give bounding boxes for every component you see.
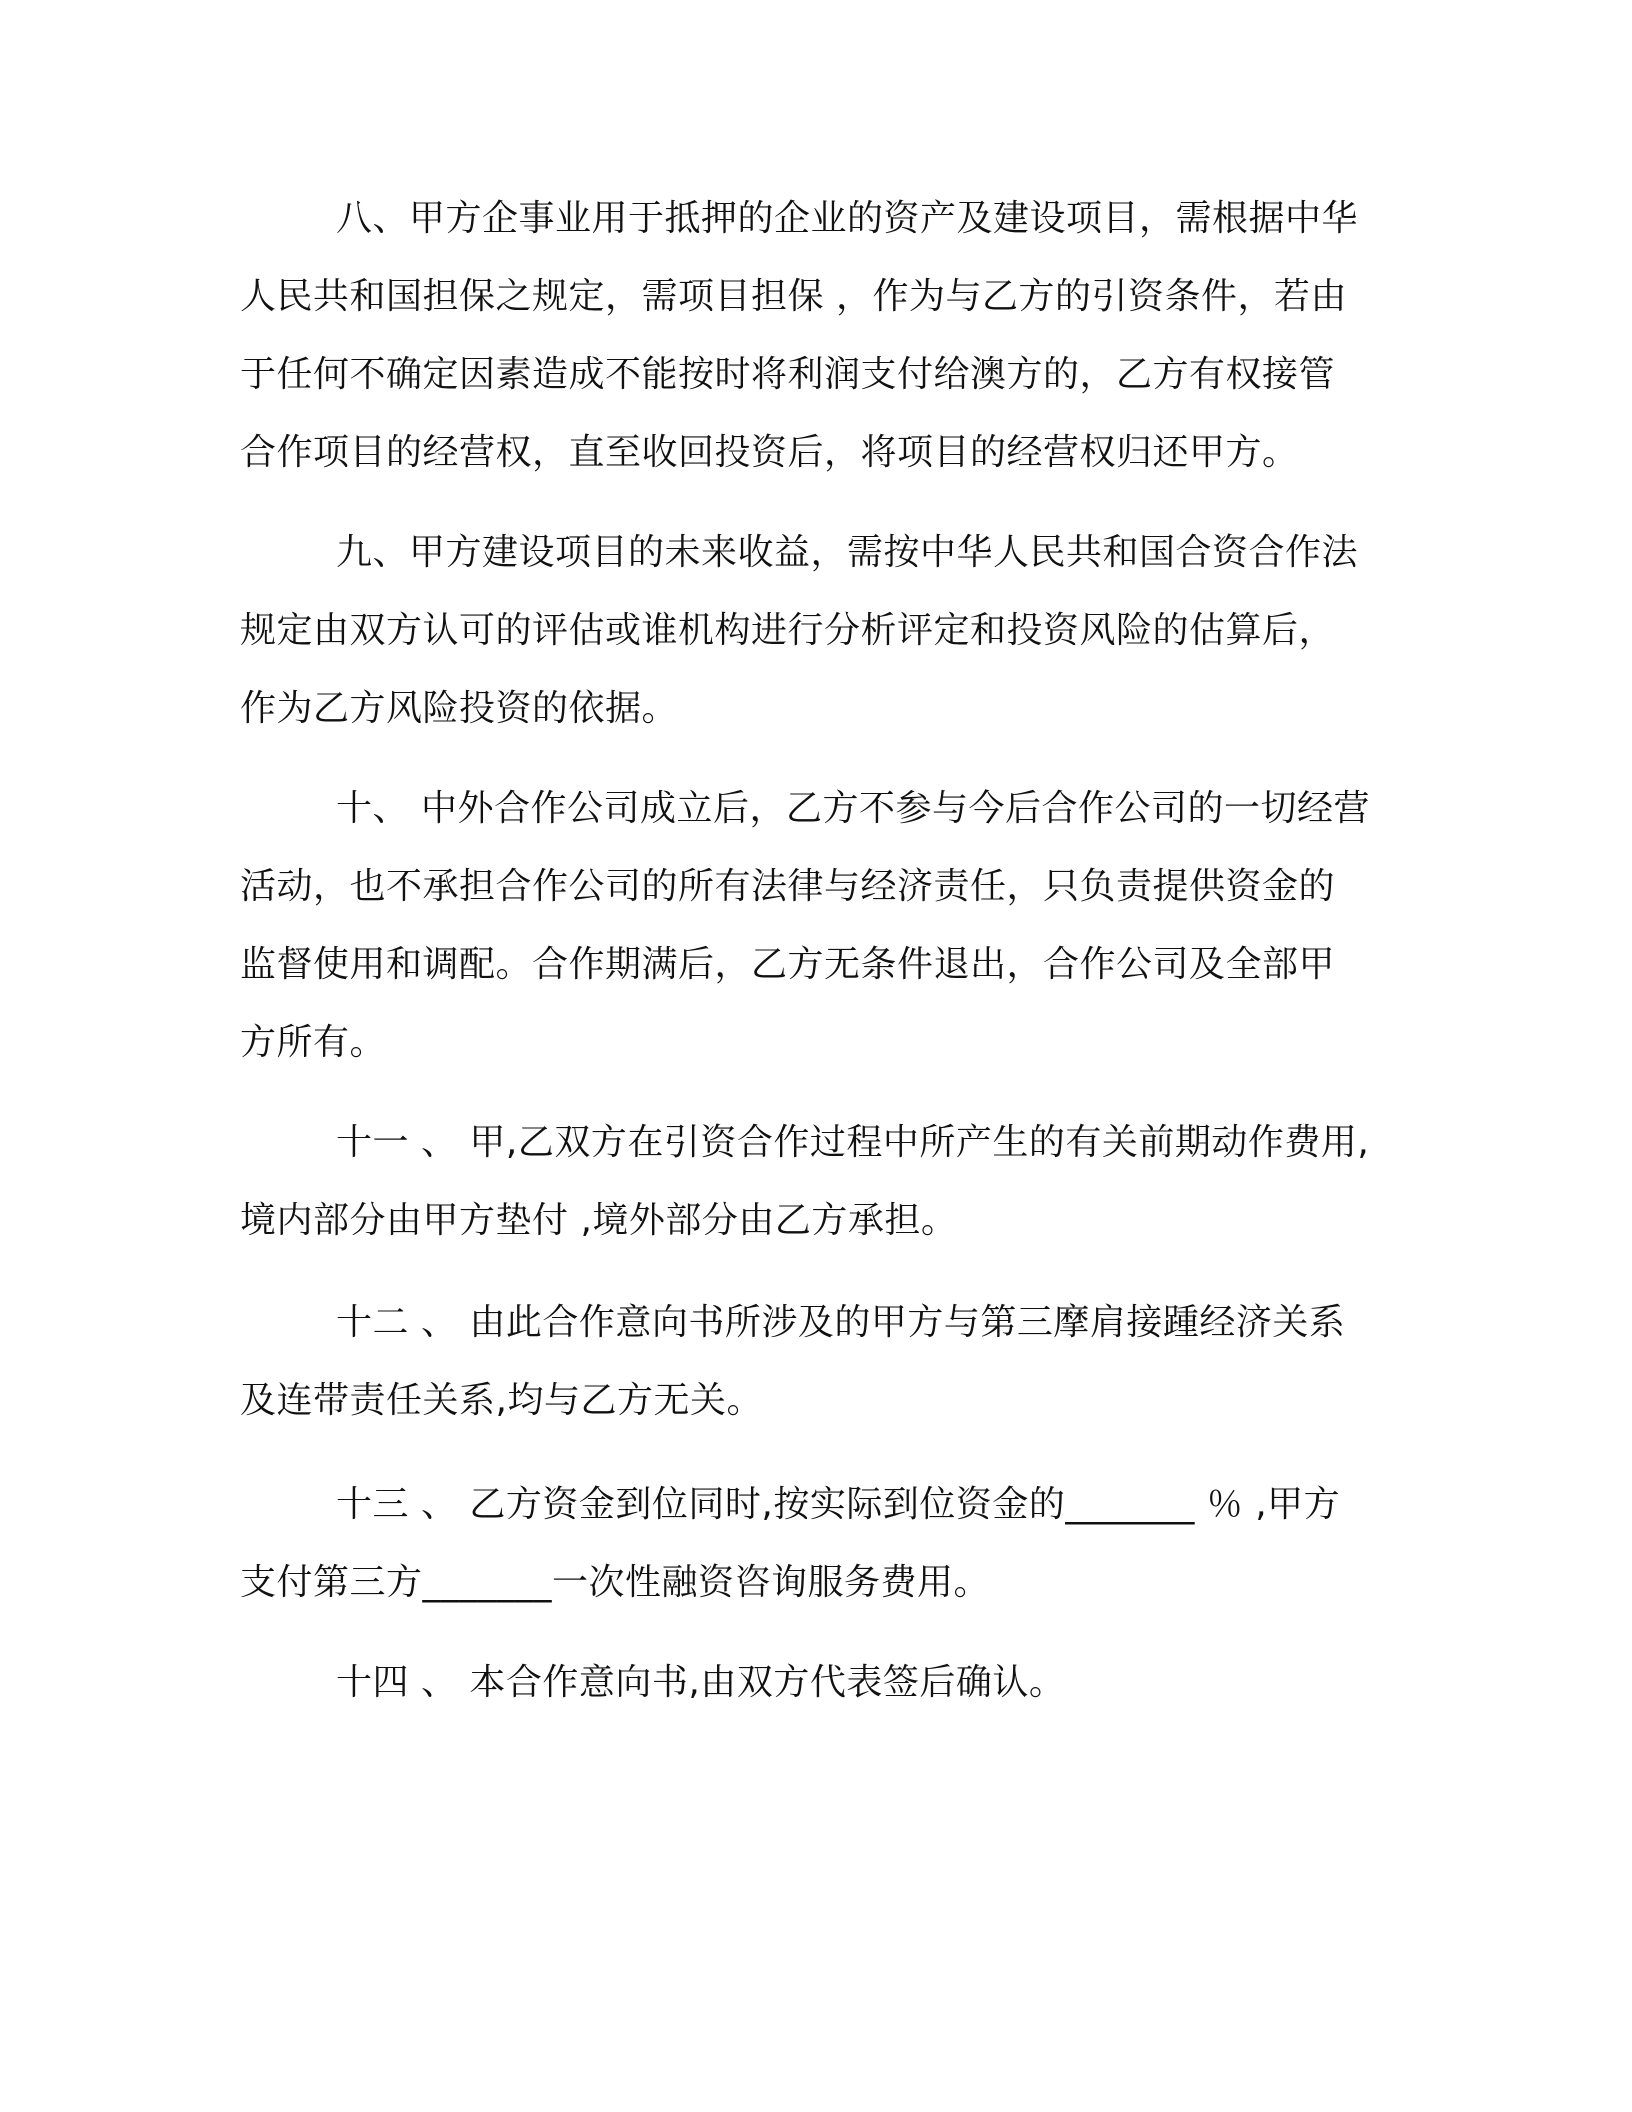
clause-10-line-1: 十、 中外合作公司成立后，乙方不参与今后合作公司的一切经营 <box>336 788 1370 829</box>
clause-14-line-1: 十四 、 本合作意向书,由双方代表签后确认。 <box>336 1662 1066 1703</box>
clause-8-line-3: 于任何不确定因素造成不能按时将利润支付给澳方的，乙方有权接管 <box>240 354 1336 395</box>
clause-11-line-1: 十一 、 甲,乙双方在引资合作过程中所产生的有关前期动作费用, <box>336 1122 1370 1163</box>
clause-9-line-3: 作为乙方风险投资的依据。 <box>240 688 679 729</box>
clause-8-line-2: 人民共和国担保之规定，需项目担保 ，作为与乙方的引资条件，若由 <box>240 276 1347 317</box>
clause-12-line-1: 十二 、 由此合作意向书所涉及的甲方与第三摩肩接踵经济关系 <box>336 1302 1346 1343</box>
clause-9-line-2: 规定由双方认可的评估或谁机构进行分析评定和投资风险的估算后， <box>240 610 1336 651</box>
clause-8 <box>240 180 1390 492</box>
clause-11 <box>240 1104 1390 1260</box>
clause-10-line-2: 活动，也不承担合作公司的所有法律与经济责任，只负责提供资金的 <box>240 866 1336 907</box>
clause-10-line-3: 监督使用和调配。合作期满后，乙方无条件退出，合作公司及全部甲 <box>240 944 1336 985</box>
clause-9 <box>240 514 1390 748</box>
clause-9-line-1: 九、甲方建设项目的未来收益，需按中华人民共和国合资合作法 <box>336 532 1359 573</box>
clause-12 <box>240 1284 1390 1440</box>
clause-10 <box>240 770 1390 1082</box>
clause-13 <box>240 1466 1390 1622</box>
clause-13-line-1: 十三 、 乙方资金到位同时,按实际到位资金的_______ ％ ,甲方 <box>336 1484 1341 1525</box>
clause-11-line-2: 境内部分由甲方垫付 ,境外部分由乙方承担。 <box>240 1200 958 1241</box>
clause-13-line-2: 支付第三方_______一次性融资咨询服务费用。 <box>240 1562 991 1603</box>
clause-12-line-2: 及连带责任关系,均与乙方无关。 <box>240 1380 763 1421</box>
clause-8-line-4: 合作项目的经营权，直至收回投资后，将项目的经营权归还甲方。 <box>240 432 1299 473</box>
clause-10-line-4: 方所有。 <box>240 1022 387 1063</box>
clause-8-line-1: 八、甲方企事业用于抵押的企业的资产及建设项目，需根据中华 <box>336 198 1359 239</box>
clause-14 <box>240 1644 1390 1722</box>
